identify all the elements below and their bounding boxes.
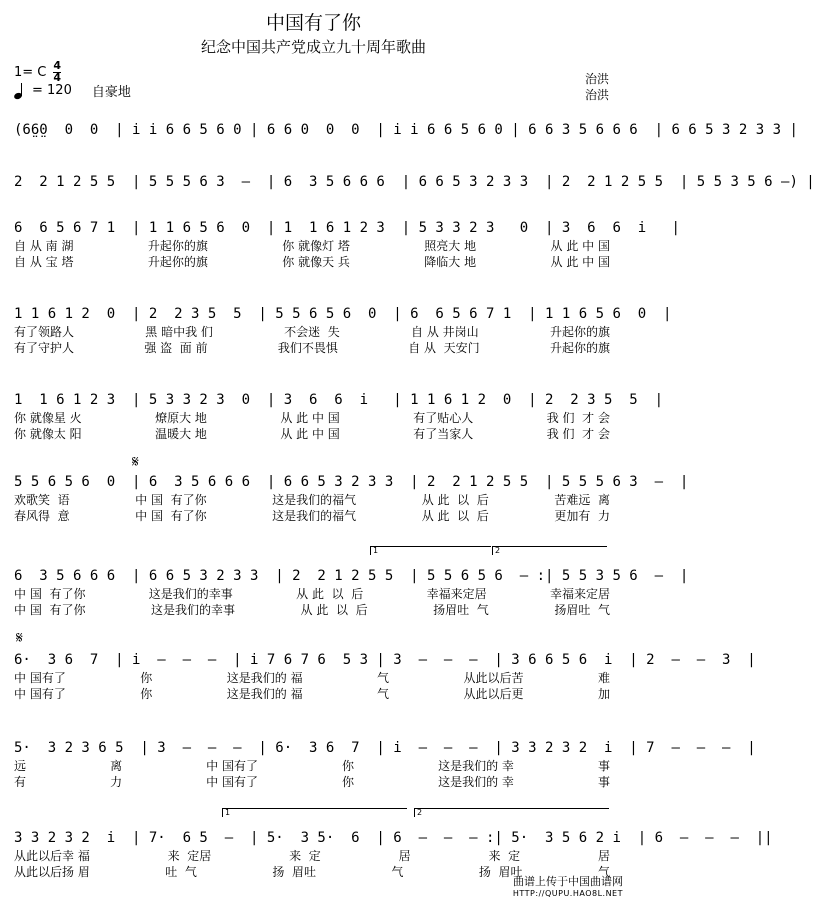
lyric: 这是我们的 幸 xyxy=(438,775,514,789)
score-system-9 xyxy=(14,738,756,790)
lyric: 我们不畏惧 xyxy=(277,341,338,355)
lyric: 气 xyxy=(597,865,610,879)
key-label: 1= C xyxy=(14,64,47,80)
lyrics-verse-2 xyxy=(14,686,610,702)
lyric: 这是我们的幸事 xyxy=(150,603,235,617)
lyric: 升起你的旗 xyxy=(549,325,610,339)
lyric: 春风得 意 xyxy=(14,509,70,523)
lyric: 有 xyxy=(14,775,27,789)
lyric: 你 就像天 兵 xyxy=(282,255,350,269)
score-system-8 xyxy=(14,650,756,702)
tempo-marking xyxy=(14,81,131,100)
lyrics-verse-1 xyxy=(14,586,610,602)
lyric: 中 国 有了你 xyxy=(14,603,86,617)
lyric: 扬 眉吐 xyxy=(272,865,316,879)
lyric: 有了贴心人 xyxy=(413,411,474,425)
lyric: 中 国有了 xyxy=(14,687,66,701)
lyric: 从 此 以 后 xyxy=(421,509,489,523)
lyric: 中 国 有了你 xyxy=(135,493,207,507)
notation-line: 5 5 6 5 6 0 | 6 3 5 6 6 6 | 6 6 5 3 2 3 3 | 2 2 1 2 5 5 | 5 5 5 6 3 – | xyxy=(14,474,689,490)
lyrics-verse-2 xyxy=(14,254,610,270)
lyrics-verse-2 xyxy=(14,774,610,790)
lyric: 居 xyxy=(597,849,610,863)
meter-top: 4 xyxy=(53,59,62,72)
lyric: 自 从 南 湖 xyxy=(14,239,74,253)
lyric: 苦难远 离 xyxy=(554,493,610,507)
lyric: 远 xyxy=(14,759,27,773)
lyrics-verse-1 xyxy=(14,492,610,508)
lyric: 这是我们的 福 xyxy=(226,687,303,701)
lyric: 从 此 中 国 xyxy=(280,427,340,441)
lyric: 从 此 中 国 xyxy=(280,411,340,425)
lyric: 有了领路人 xyxy=(14,325,75,339)
song-subtitle: 纪念中国共产党成立九十周年歌曲 xyxy=(200,38,426,56)
lyrics-verse-1 xyxy=(14,758,610,774)
segno-sign-1: 𝄋 xyxy=(132,452,139,471)
lyric: 加 xyxy=(597,687,610,701)
lyric: 你 就像灯 塔 xyxy=(282,239,350,253)
lyric: 照亮大 地 xyxy=(424,239,477,253)
lyric: 气 xyxy=(377,671,390,685)
lyric: 扬 眉吐 xyxy=(478,865,523,879)
lyric: 从 此 以 后 xyxy=(300,603,368,617)
first-ending-bracket: 1 xyxy=(370,546,491,555)
lyric: 自 从 井岗山 xyxy=(411,325,479,339)
site-watermark xyxy=(513,876,623,900)
lyric: 吐 气 xyxy=(165,865,197,879)
lyric: 不会迷 失 xyxy=(284,325,340,339)
lyric: 你 xyxy=(342,775,355,789)
lyric: 中 国 有了你 xyxy=(135,509,207,523)
lyric: 扬眉吐 气 xyxy=(433,603,489,617)
watermark-url: HTTP://QUPU.HAO8L.NET xyxy=(512,889,623,898)
segno-sign-2: 𝄋 xyxy=(16,628,23,647)
score-system-6 xyxy=(14,472,689,524)
lyric: 升起你的旗 xyxy=(147,255,208,269)
lyric: 从此以后苦 xyxy=(463,671,524,685)
lyric: 气 xyxy=(377,687,390,701)
key-signature xyxy=(14,61,61,83)
lyric: 力 xyxy=(110,775,123,789)
notation-line: 2 2 1 2 5 5 | 5 5 5 6 3 – | 6 3 5 6 6 6 | 6 6 5 3 2 3 3 | 2 2 1 2 5 5 | 5 5 3 5 6 –) | xyxy=(14,174,815,190)
lyric: 来 定 xyxy=(488,849,521,863)
lyric: 你 xyxy=(140,687,153,701)
lyrics-verse-1 xyxy=(14,238,610,254)
score-system-3 xyxy=(14,218,680,270)
lyric: 欢歌笑 语 xyxy=(14,493,70,507)
lyric: 燎原大 地 xyxy=(155,411,207,425)
lyric: 幸福来定居 xyxy=(426,587,487,601)
score-system-7 xyxy=(14,566,689,618)
lyric: 你 就像太 阳 xyxy=(14,427,82,441)
quarter-note-icon xyxy=(14,83,24,99)
lyric: 自 从 天安门 xyxy=(408,341,480,355)
lyricist-credit: 治洪 xyxy=(584,72,609,86)
lyric: 你 xyxy=(342,759,355,773)
score-system-5 xyxy=(14,390,664,442)
lyric: 有了当家人 xyxy=(413,427,474,441)
lyric: 这是我们的 福 xyxy=(226,671,303,685)
lyric: 这是我们的福气 xyxy=(272,493,357,507)
second-ending-bracket: 2 xyxy=(492,546,607,555)
lyrics-verse-1 xyxy=(14,670,610,686)
lyric: 难 xyxy=(597,671,610,685)
meter-bottom: 4 xyxy=(53,71,62,84)
lyric: 从 此 中 国 xyxy=(550,239,610,253)
first-ending-bracket-2: 1 xyxy=(222,808,407,817)
lyric: 从此以后更 xyxy=(463,687,524,701)
lyric: 我 们 才 会 xyxy=(546,427,610,441)
lyric: 升起你的旗 xyxy=(147,239,208,253)
notation-line: (6̤6̤0 0 0 | i i 6 6 5 6 0 | 6 6 0 0 0 | i i 6 6 5 6 0 | 6 6 3 5 6 6 6 | 6 6 5 3 2 3 3 | xyxy=(14,122,798,138)
lyric: 更加有 力 xyxy=(554,509,610,523)
lyric: 居 xyxy=(398,849,411,863)
lyric: 你 xyxy=(140,671,153,685)
lyric: 有了守护人 xyxy=(14,341,75,355)
notation-line: 1 1 6 1 2 3 | 5 3 3 2 3 0 | 3 6 6 i | 1 1 6 1 2 0 | 2 2 3 5 5 | xyxy=(14,392,664,408)
lyric: 中 国有了 xyxy=(206,775,258,789)
mood-marking: 自豪地 xyxy=(91,85,131,100)
lyric: 从此以后幸 福 xyxy=(14,849,90,863)
lyric: 降临大 地 xyxy=(424,255,477,269)
notation-line: 6· 3 6 7 | i – – – | i 7 6 7 6 5 3 | 3 – – – | 3 6 6 5 6 i | 2 – – 3 | xyxy=(14,652,756,668)
lyric: 从 此 中 国 xyxy=(550,255,610,269)
song-title: 中国有了你 xyxy=(265,12,361,34)
score-system-2 xyxy=(14,172,815,192)
lyric: 气 xyxy=(391,865,404,879)
lyric: 这是我们的幸事 xyxy=(148,587,233,601)
notation-line: 1 1 6 1 2 0 | 2 2 3 5 5 | 5 5 6 5 6 0 | 6 6 5 6 7 1 | 1 1 6 5 6 0 | xyxy=(14,306,672,322)
time-signature xyxy=(53,61,61,83)
lyric: 事 xyxy=(597,775,610,789)
notation-line: 6 3 5 6 6 6 | 6 6 5 3 2 3 3 | 2 2 1 2 5 5 | 5 5 6 5 6 – :| 5 5 3 5 6 – | xyxy=(14,568,689,584)
lyrics-verse-2 xyxy=(14,340,610,356)
lyric: 中 国有了 xyxy=(206,759,258,773)
lyric: 自 从 宝 塔 xyxy=(14,255,74,269)
lyrics-verse-2 xyxy=(14,426,610,442)
lyric: 来 定居 xyxy=(167,849,212,863)
notation-line: 3 3 2 3 2 i | 7· 6 5 – | 5· 3 5· 6 | 6 – – – :| 5· 3 5 6 2 i | 6 – – – || xyxy=(14,830,773,846)
lyric: 升起你的旗 xyxy=(549,341,610,355)
lyric: 中 国有了 xyxy=(14,671,66,685)
lyric: 黑 暗中我 们 xyxy=(145,325,213,339)
score-system-4 xyxy=(14,304,672,356)
notation-line: 5· 3 2 3 6 5 | 3 – – – | 6· 3 6 7 | i – – – | 3 3 2 3 2 i | 7 – – – | xyxy=(14,740,756,756)
lyric: 强 盗 面 前 xyxy=(144,341,208,355)
lyrics-verse-2 xyxy=(14,508,610,524)
score-system-10 xyxy=(14,828,773,880)
watermark-text: 曲谱上传于中国曲谱网 xyxy=(513,875,623,888)
lyric: 你 就像星 火 xyxy=(14,411,82,425)
lyric: 中 国 有了你 xyxy=(14,587,86,601)
lyric: 从 此 以 后 xyxy=(421,493,489,507)
lyrics-verse-1 xyxy=(14,410,610,426)
lyric: 离 xyxy=(110,759,123,773)
lyrics-verse-1 xyxy=(14,324,610,340)
lyric: 从 此 以 后 xyxy=(296,587,364,601)
lyrics-verse-1 xyxy=(14,848,610,864)
second-ending-bracket-2: 2 xyxy=(414,808,609,817)
lyric: 温暖大 地 xyxy=(155,427,207,441)
lyric: 从此以后扬 眉 xyxy=(14,865,90,879)
lyric: 扬眉吐 气 xyxy=(554,603,610,617)
lyric: 我 们 才 会 xyxy=(546,411,610,425)
tempo-value: = 120 xyxy=(32,83,72,98)
lyric: 幸福来定居 xyxy=(549,587,610,601)
lyric: 来 定 xyxy=(289,849,321,863)
lyrics-verse-2 xyxy=(14,602,610,618)
lyric: 这是我们的 幸 xyxy=(438,759,514,773)
composer-credit: 治洪 xyxy=(584,88,609,102)
score-system-1 xyxy=(14,120,798,140)
notation-line: 6 6 5 6 7 1 | 1 1 6 5 6 0 | 1 1 6 1 2 3 | 5 3 3 2 3 0 | 3 6 6 i | xyxy=(14,220,680,236)
lyric: 事 xyxy=(597,759,610,773)
lyric: 这是我们的福气 xyxy=(272,509,357,523)
